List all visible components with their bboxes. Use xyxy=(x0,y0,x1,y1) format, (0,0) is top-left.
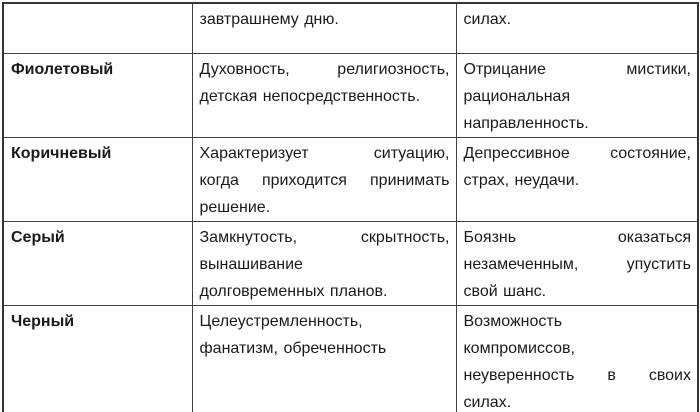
negative-meaning-cell xyxy=(456,53,698,137)
text-line: Характеризует ситуацию, xyxy=(199,144,450,162)
text-line: страх, неудачи. xyxy=(463,171,580,189)
table-row xyxy=(3,305,698,412)
text-line: незамеченным, упустить xyxy=(463,255,691,273)
text-line: Боязнь оказаться xyxy=(463,228,691,246)
negative-meaning-cell xyxy=(456,305,698,412)
table-row xyxy=(3,221,698,305)
negative-meaning-cell xyxy=(456,221,698,305)
negative-meaning-cell xyxy=(456,137,698,221)
color-name-cell xyxy=(3,137,192,221)
text-line: Возможность xyxy=(463,312,563,330)
color-name-label: Коричневый xyxy=(11,144,112,162)
text-line: силах. xyxy=(463,393,512,411)
text-line: Духовность, религиозность, xyxy=(199,60,450,78)
text-line: когда приходится принимать xyxy=(199,171,450,189)
table-row xyxy=(3,137,698,221)
negative-meaning-cell xyxy=(456,3,698,53)
table-row xyxy=(3,3,698,53)
color-name-cell xyxy=(3,305,192,412)
color-name-label: Серый xyxy=(11,228,65,246)
text-line: силах. xyxy=(463,11,512,28)
positive-meaning-cell xyxy=(192,53,456,137)
text-line: завтрашнему дню. xyxy=(199,11,339,28)
text-line: Отрицание мистики, xyxy=(463,60,691,78)
text-line: свой шанс. xyxy=(463,282,547,300)
color-name-label: Фиолетовый xyxy=(11,60,114,78)
text-line: компромиссов, xyxy=(463,339,575,357)
table-body xyxy=(3,3,698,412)
text-line: детская непосредственность. xyxy=(199,87,421,105)
color-name-cell xyxy=(3,3,192,53)
positive-meaning-cell xyxy=(192,221,456,305)
positive-meaning-cell xyxy=(192,305,456,412)
color-name-cell xyxy=(3,53,192,137)
text-line: направленность. xyxy=(463,114,589,132)
text-line: фанатизм, обреченность xyxy=(199,339,387,357)
text-line: Целеустремленность, xyxy=(199,312,363,330)
text-line: рациональная xyxy=(463,87,571,105)
text-line: Замкнутость, скрытность, xyxy=(199,228,450,246)
positive-meaning-cell xyxy=(192,3,456,53)
text-line: вынашивание xyxy=(199,255,303,273)
color-name-label: Черный xyxy=(11,312,75,330)
text-line: Депрессивное состояние, xyxy=(463,144,691,162)
text-line: долговременных планов. xyxy=(199,282,388,300)
table-row xyxy=(3,53,698,137)
text-line: неуверенность в своих xyxy=(463,366,691,384)
color-meanings-table xyxy=(2,2,699,412)
color-name-cell xyxy=(3,221,192,305)
text-line: решение. xyxy=(199,198,271,216)
positive-meaning-cell xyxy=(192,137,456,221)
